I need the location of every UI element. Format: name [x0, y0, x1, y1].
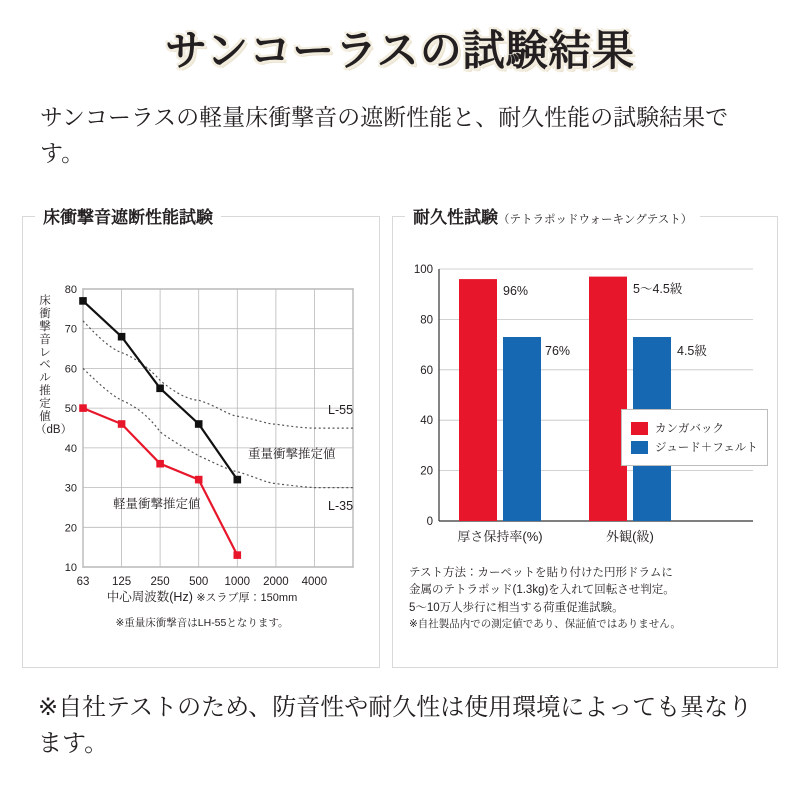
light-impact-label: 軽量衝撃推定値 — [113, 497, 201, 511]
page-title: サンコーラスの試験結果 — [165, 27, 635, 74]
label-appearance-jute-felt: 4.5級 — [677, 344, 707, 358]
svg-text:100: 100 — [413, 264, 433, 276]
legend-swatch-blue — [631, 441, 648, 454]
svg-text:20: 20 — [420, 465, 433, 478]
svg-text:30: 30 — [64, 482, 77, 495]
svg-text:250: 250 — [150, 576, 170, 588]
lead-paragraph: サンコーラスの軽量床衝撃音の遮断性能と、耐久性能の試験結果です。 — [40, 104, 729, 166]
note-disclaimer: ※自社製品内での測定値であり、保証値ではありません。 — [409, 617, 681, 630]
svg-text:80: 80 — [420, 314, 433, 327]
note-line-3: 5〜10万人歩行に相当する荷重促進試験。 — [409, 601, 624, 614]
right-panel-heading — [405, 203, 700, 228]
floor-impact-sound-panel — [22, 208, 380, 668]
footer-disclaimer: ※自社テストのため、防音性や耐久性は使用環境によっても異なります。 — [38, 694, 753, 757]
label-appearance-kangaback: 5〜4.5級 — [633, 282, 683, 296]
svg-text:125: 125 — [112, 576, 132, 588]
svg-text:2000: 2000 — [263, 576, 289, 588]
svg-text:1000: 1000 — [224, 576, 251, 588]
svg-text:4000: 4000 — [301, 576, 328, 588]
label-thickness-jute-felt: 76% — [545, 344, 571, 358]
category-label-thickness: 厚さ保持率(%) — [457, 529, 543, 544]
slab-thickness-note: ※スラブ厚：150mm — [196, 592, 298, 604]
legend-label-kangaback: カンガバック — [655, 423, 724, 435]
l35-curve-label: L-35 — [328, 499, 354, 513]
svg-text:40: 40 — [64, 442, 77, 455]
label-thickness-kangaback: 96% — [503, 284, 529, 298]
bar-appearance-kangaback — [589, 277, 627, 521]
svg-text:50: 50 — [64, 403, 77, 416]
svg-text:40: 40 — [420, 415, 433, 428]
svg-text:60: 60 — [64, 363, 77, 376]
legend-item-jute-felt — [631, 439, 758, 455]
left-chart-y-axis-label: 床衝撃音レベル推定値（dB） — [35, 295, 73, 436]
bar-thickness-jute-felt — [503, 337, 541, 521]
svg-text:80: 80 — [64, 284, 77, 296]
durability-bar-chart — [393, 239, 779, 569]
durability-test-panel — [392, 208, 778, 668]
durability-test-notes — [409, 565, 767, 633]
svg-text:0: 0 — [426, 516, 433, 528]
left-chart-footnote: ※重量床衝撃音はLH-55となります。 — [115, 617, 289, 629]
bar-thickness-kangaback — [459, 279, 497, 521]
legend-swatch-red — [631, 422, 648, 435]
svg-text:20: 20 — [64, 522, 77, 535]
legend-item-kangaback — [631, 420, 758, 436]
left-chart-x-axis-caption — [23, 587, 381, 605]
durability-chart-legend — [621, 409, 768, 466]
legend-label-jute-felt: ジュード＋フェルト — [655, 442, 758, 454]
note-line-1: テスト方法：カーペットを貼り付けた円形ドラムに — [409, 567, 673, 579]
svg-text:70: 70 — [64, 323, 77, 336]
right-panel-heading-sub: （テトラポッドウォーキングテスト） — [498, 214, 693, 226]
heavy-impact-label: 重量衝撃推定値 — [248, 447, 336, 461]
right-panel-heading-main: 耐久性試験 — [413, 208, 498, 227]
l55-curve-label: L-55 — [328, 403, 354, 417]
svg-text:10: 10 — [64, 562, 77, 574]
category-label-appearance: 外観(級) — [606, 529, 654, 544]
svg-text:500: 500 — [189, 576, 209, 588]
left-chart-x-axis-label: 中心周波数(Hz) — [106, 590, 193, 604]
svg-text:60: 60 — [420, 364, 433, 377]
note-line-2: 金属のテトラポッド(1.3kg)を入れて回転させ判定。 — [409, 584, 675, 597]
svg-text:63: 63 — [76, 576, 90, 588]
left-panel-heading: 床衝撃音遮断性能試験 — [35, 203, 221, 228]
